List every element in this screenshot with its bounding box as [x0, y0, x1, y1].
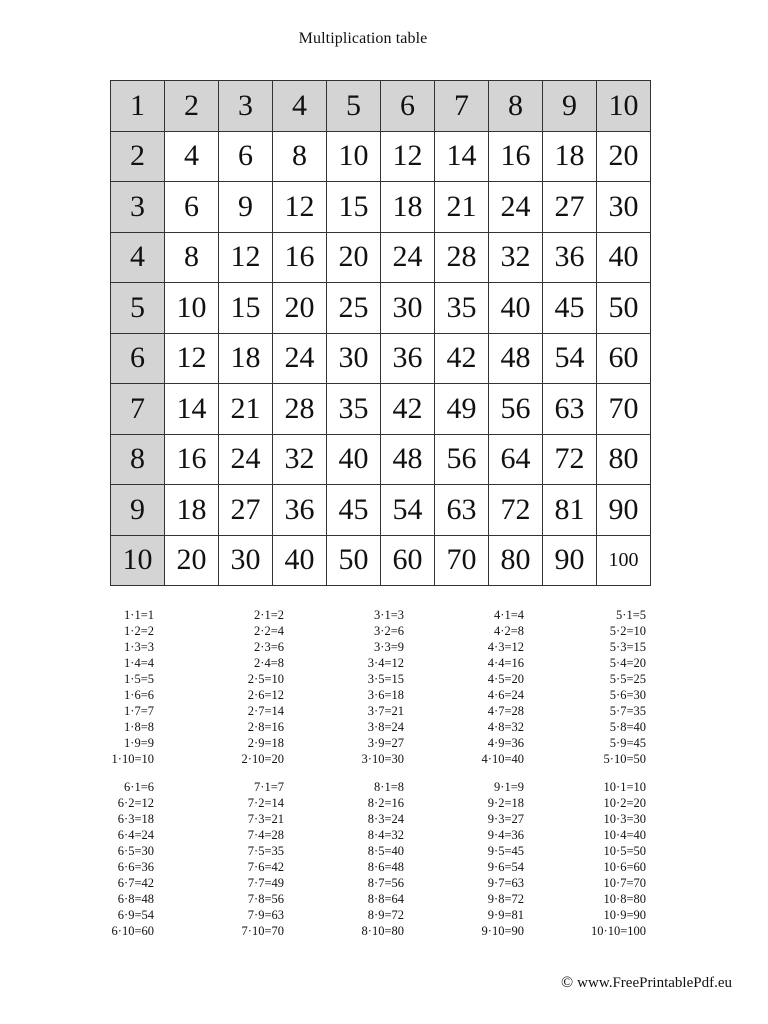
table-cell: 20 — [327, 233, 381, 284]
equation-column — [212, 779, 324, 939]
table-cell: 80 — [489, 536, 543, 587]
equation-column — [212, 607, 324, 767]
footer-url: www.FreePrintablePdf.eu — [577, 975, 732, 991]
equation: 1·9=9 — [124, 736, 154, 750]
equation: 9·6=54 — [487, 860, 524, 874]
equation-block — [100, 779, 660, 939]
equation: 5·3=15 — [609, 640, 646, 654]
table-cell: 9 — [219, 182, 273, 233]
equation: 10·8=80 — [603, 892, 646, 906]
table-cell: 24 — [489, 182, 543, 233]
equation: 6·10=60 — [111, 924, 154, 938]
table-cell: 30 — [219, 536, 273, 587]
table-cell: 10 — [327, 132, 381, 183]
table-cell: 14 — [435, 132, 489, 183]
table-cell: 45 — [327, 485, 381, 536]
equation: 9·10=90 — [481, 924, 524, 938]
equation: 1·2=2 — [124, 624, 154, 638]
footer — [561, 974, 732, 992]
table-cell: 30 — [327, 334, 381, 385]
equation: 3·1=3 — [374, 608, 404, 622]
equation: 10·10=100 — [591, 924, 646, 938]
table-cell: 90 — [597, 485, 651, 536]
table-cell: 70 — [435, 536, 489, 587]
equation-column — [436, 607, 548, 767]
equation: 3·4=12 — [367, 656, 404, 670]
table-cell: 30 — [381, 283, 435, 334]
table-cell: 80 — [597, 435, 651, 486]
table-cell: 50 — [327, 536, 381, 587]
equations-list — [100, 607, 660, 939]
table-cell: 35 — [435, 283, 489, 334]
equation: 8·2=16 — [367, 796, 404, 810]
equation: 7·2=14 — [247, 796, 284, 810]
equation: 9·5=45 — [487, 844, 524, 858]
equation: 9·8=72 — [487, 892, 524, 906]
equation: 6·8=48 — [117, 892, 154, 906]
table-cell: 25 — [327, 283, 381, 334]
table-cell: 90 — [543, 536, 597, 587]
table-header-cell: 7 — [435, 81, 489, 132]
equation: 8·6=48 — [367, 860, 404, 874]
equation: 5·4=20 — [609, 656, 646, 670]
table-cell: 45 — [543, 283, 597, 334]
equation: 2·4=8 — [254, 656, 284, 670]
table-cell: 6 — [165, 182, 219, 233]
table-cell: 42 — [435, 334, 489, 385]
table-cell: 24 — [219, 435, 273, 486]
equation: 3·3=9 — [374, 640, 404, 654]
equation: 6·4=24 — [117, 828, 154, 842]
equation: 6·1=6 — [124, 780, 154, 794]
table-cell: 10 — [165, 283, 219, 334]
table-cell: 36 — [273, 485, 327, 536]
equation: 1·7=7 — [124, 704, 154, 718]
table-cell: 100 — [597, 536, 651, 587]
table-cell: 28 — [435, 233, 489, 284]
copyright-icon: © — [561, 974, 574, 991]
table-cell: 63 — [543, 384, 597, 435]
equation: 7·8=56 — [247, 892, 284, 906]
equation: 1·1=1 — [124, 608, 154, 622]
equation: 7·3=21 — [247, 812, 284, 826]
equation: 8·8=64 — [367, 892, 404, 906]
table-cell: 20 — [165, 536, 219, 587]
table-cell: 49 — [435, 384, 489, 435]
table-header-cell: 10 — [597, 81, 651, 132]
equation: 3·2=6 — [374, 624, 404, 638]
table-cell: 15 — [327, 182, 381, 233]
table-cell: 24 — [273, 334, 327, 385]
table-cell: 14 — [165, 384, 219, 435]
table-header-cell: 9 — [111, 485, 165, 536]
equation-column — [324, 779, 436, 939]
table-cell: 60 — [381, 536, 435, 587]
table-cell: 20 — [597, 132, 651, 183]
equation: 9·1=9 — [494, 780, 524, 794]
equation: 5·2=10 — [609, 624, 646, 638]
table-cell: 35 — [327, 384, 381, 435]
table-header-cell: 3 — [111, 182, 165, 233]
table-header-cell: 3 — [219, 81, 273, 132]
table-cell: 40 — [327, 435, 381, 486]
equation: 3·10=30 — [361, 752, 404, 766]
table-cell: 54 — [543, 334, 597, 385]
table-header-cell: 1 — [111, 81, 165, 132]
equation: 2·8=16 — [247, 720, 284, 734]
equation: 9·4=36 — [487, 828, 524, 842]
table-cell: 16 — [165, 435, 219, 486]
table-cell: 72 — [489, 485, 543, 536]
equation-column — [100, 779, 212, 939]
equation: 3·7=21 — [367, 704, 404, 718]
equation: 3·5=15 — [367, 672, 404, 686]
table-cell: 12 — [219, 233, 273, 284]
table-cell: 8 — [273, 132, 327, 183]
equation: 6·9=54 — [117, 908, 154, 922]
table-cell: 42 — [381, 384, 435, 435]
equation: 10·2=20 — [603, 796, 646, 810]
table-cell: 12 — [165, 334, 219, 385]
table-cell: 18 — [165, 485, 219, 536]
equation: 9·2=18 — [487, 796, 524, 810]
table-cell: 36 — [543, 233, 597, 284]
equation: 4·1=4 — [494, 608, 524, 622]
equation: 10·3=30 — [603, 812, 646, 826]
equation: 5·5=25 — [609, 672, 646, 686]
table-cell: 36 — [381, 334, 435, 385]
equation: 2·5=10 — [247, 672, 284, 686]
equation: 8·7=56 — [367, 876, 404, 890]
equation: 7·10=70 — [241, 924, 284, 938]
equation: 10·1=10 — [603, 780, 646, 794]
table-cell: 21 — [435, 182, 489, 233]
equation: 2·10=20 — [241, 752, 284, 766]
equation: 1·10=10 — [111, 752, 154, 766]
equation: 2·1=2 — [254, 608, 284, 622]
table-cell: 40 — [489, 283, 543, 334]
equation: 10·9=90 — [603, 908, 646, 922]
equation-block — [100, 607, 660, 767]
equation: 2·2=4 — [254, 624, 284, 638]
table-cell: 18 — [219, 334, 273, 385]
equation: 7·9=63 — [247, 908, 284, 922]
equation: 4·9=36 — [487, 736, 524, 750]
table-cell: 32 — [273, 435, 327, 486]
table-header-cell: 5 — [111, 283, 165, 334]
equation: 1·5=5 — [124, 672, 154, 686]
table-cell: 18 — [543, 132, 597, 183]
equation-column — [548, 779, 660, 939]
equation: 6·6=36 — [117, 860, 154, 874]
table-cell: 28 — [273, 384, 327, 435]
table-cell: 16 — [489, 132, 543, 183]
equation: 1·6=6 — [124, 688, 154, 702]
equation: 5·9=45 — [609, 736, 646, 750]
equation: 1·8=8 — [124, 720, 154, 734]
table-cell: 63 — [435, 485, 489, 536]
table-cell: 70 — [597, 384, 651, 435]
table-cell: 16 — [273, 233, 327, 284]
equation: 8·10=80 — [361, 924, 404, 938]
equation: 8·1=8 — [374, 780, 404, 794]
table-cell: 24 — [381, 233, 435, 284]
table-header-cell: 4 — [111, 233, 165, 284]
table-header-cell: 6 — [381, 81, 435, 132]
table-cell: 30 — [597, 182, 651, 233]
table-cell: 18 — [381, 182, 435, 233]
equation: 4·6=24 — [487, 688, 524, 702]
equation: 7·1=7 — [254, 780, 284, 794]
equation: 2·9=18 — [247, 736, 284, 750]
equation: 3·8=24 — [367, 720, 404, 734]
table-cell: 40 — [597, 233, 651, 284]
equation-column — [436, 779, 548, 939]
equation: 1·3=3 — [124, 640, 154, 654]
table-header-cell: 4 — [273, 81, 327, 132]
table-header-cell: 2 — [165, 81, 219, 132]
table-cell: 54 — [381, 485, 435, 536]
equation: 4·4=16 — [487, 656, 524, 670]
equation: 4·5=20 — [487, 672, 524, 686]
equation: 7·4=28 — [247, 828, 284, 842]
equation: 2·3=6 — [254, 640, 284, 654]
table-cell: 81 — [543, 485, 597, 536]
equation: 8·3=24 — [367, 812, 404, 826]
equation: 8·9=72 — [367, 908, 404, 922]
equation: 5·1=5 — [616, 608, 646, 622]
equation: 1·4=4 — [124, 656, 154, 670]
page-title: Multiplication table — [298, 30, 428, 47]
table-header-cell: 5 — [327, 81, 381, 132]
equation: 10·5=50 — [603, 844, 646, 858]
equation: 10·4=40 — [603, 828, 646, 842]
equation: 10·7=70 — [603, 876, 646, 890]
table-cell: 48 — [381, 435, 435, 486]
table-cell: 32 — [489, 233, 543, 284]
table-cell: 12 — [381, 132, 435, 183]
table-cell: 50 — [597, 283, 651, 334]
table-cell: 21 — [219, 384, 273, 435]
table-cell: 4 — [165, 132, 219, 183]
table-header-cell: 2 — [111, 132, 165, 183]
table-cell: 27 — [543, 182, 597, 233]
equation: 4·3=12 — [487, 640, 524, 654]
table-cell: 12 — [273, 182, 327, 233]
equation: 2·7=14 — [247, 704, 284, 718]
equation: 9·9=81 — [487, 908, 524, 922]
table-header-cell: 9 — [543, 81, 597, 132]
equation: 2·6=12 — [247, 688, 284, 702]
table-cell: 6 — [219, 132, 273, 183]
table-cell: 40 — [273, 536, 327, 587]
equation-column — [324, 607, 436, 767]
table-header-cell: 7 — [111, 384, 165, 435]
equation: 7·5=35 — [247, 844, 284, 858]
equation: 6·5=30 — [117, 844, 154, 858]
table-cell: 15 — [219, 283, 273, 334]
table-header-cell: 6 — [111, 334, 165, 385]
equation: 8·5=40 — [367, 844, 404, 858]
table-cell: 27 — [219, 485, 273, 536]
equation: 4·10=40 — [481, 752, 524, 766]
equation: 9·3=27 — [487, 812, 524, 826]
equation: 9·7=63 — [487, 876, 524, 890]
table-cell: 20 — [273, 283, 327, 334]
equation: 3·9=27 — [367, 736, 404, 750]
equation: 4·8=32 — [487, 720, 524, 734]
equation: 5·7=35 — [609, 704, 646, 718]
equation: 7·7=49 — [247, 876, 284, 890]
table-cell: 60 — [597, 334, 651, 385]
table-cell: 72 — [543, 435, 597, 486]
equation: 10·6=60 — [603, 860, 646, 874]
table-header-cell: 8 — [111, 435, 165, 486]
table-cell: 8 — [165, 233, 219, 284]
equation: 6·7=42 — [117, 876, 154, 890]
equation: 6·3=18 — [117, 812, 154, 826]
table-header-cell: 8 — [489, 81, 543, 132]
equation: 5·8=40 — [609, 720, 646, 734]
equation: 4·7=28 — [487, 704, 524, 718]
equation: 5·6=30 — [609, 688, 646, 702]
table-cell: 56 — [489, 384, 543, 435]
table-cell: 48 — [489, 334, 543, 385]
equation-column — [548, 607, 660, 767]
equation: 7·6=42 — [247, 860, 284, 874]
table-cell: 56 — [435, 435, 489, 486]
equation: 5·10=50 — [603, 752, 646, 766]
equation-column — [100, 607, 212, 767]
table-header-cell: 10 — [111, 536, 165, 587]
equation: 4·2=8 — [494, 624, 524, 638]
equation: 6·2=12 — [117, 796, 154, 810]
table-cell: 64 — [489, 435, 543, 486]
equation: 3·6=18 — [367, 688, 404, 702]
multiplication-grid — [110, 80, 651, 586]
equation: 8·4=32 — [367, 828, 404, 842]
